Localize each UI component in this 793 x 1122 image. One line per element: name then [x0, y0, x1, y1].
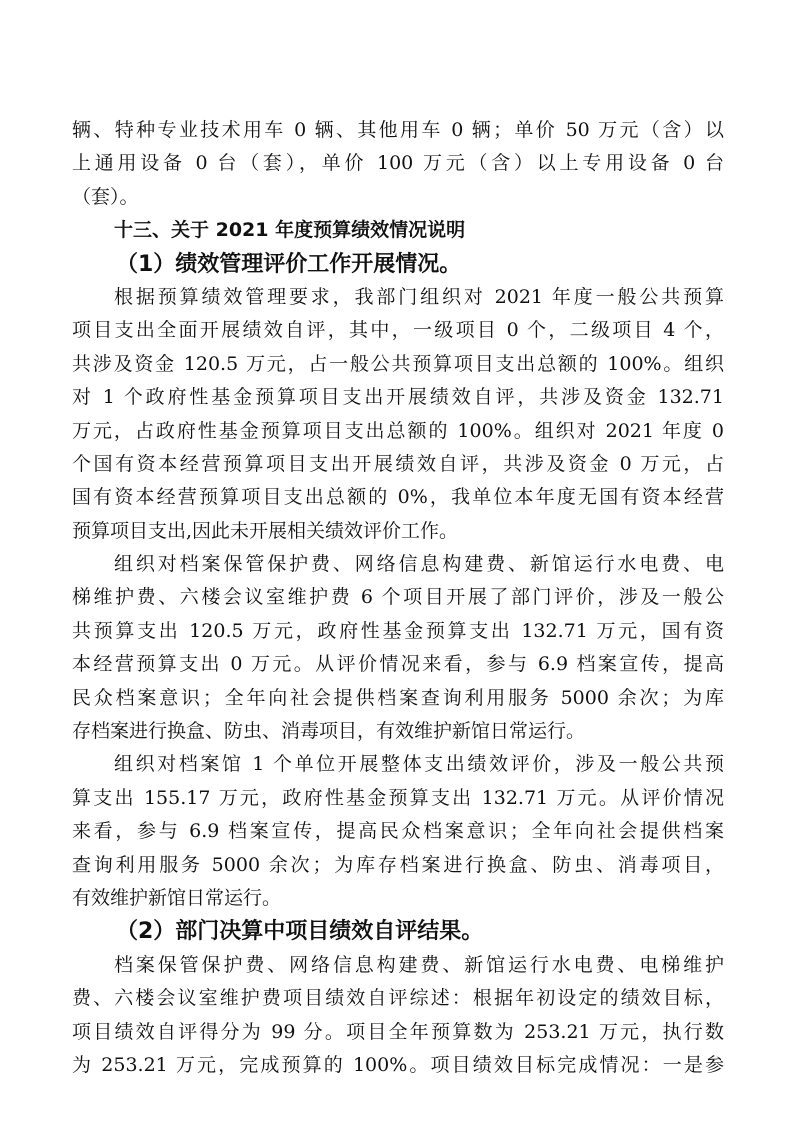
text-line: 本经营预算支出 0 万元。从评价情况来看，参与 6.9 档案宣传，提高: [72, 653, 724, 676]
paragraph: [72, 548, 724, 748]
subsection-heading: [72, 248, 724, 281]
text-line: 个国有资本经营预算项目支出开展绩效自评，共涉及资金 0 万元，占: [72, 452, 724, 475]
text-line: 对 1 个政府性基金预算项目支出开展绩效自评，共涉及资金 132.71: [72, 386, 724, 409]
text-line: 辆、特种专业技术用车 0 辆、其他用车 0 辆；单价 50 万元（含）以: [72, 119, 724, 141]
text-line: 组织对档案保管保护费、网络信息构建费、新馆运行水电费、电: [114, 553, 724, 576]
paragraph: [72, 114, 724, 214]
paragraph: [72, 949, 724, 1083]
text-line: （1）绩效管理评价工作开展情况。: [116, 251, 462, 277]
text-line: 民众档案意识；全年向社会提供档案查询利用服务 5000 余次；为库: [72, 686, 724, 709]
text-line: 项目支出全面开展绩效自评，其中，一级项目 0 个，二级项目 4 个，: [72, 319, 724, 342]
document-body: [72, 114, 724, 1082]
text-line: 存档案进行换盒、防虫、消毒项目，有效维护新馆日常运行。: [72, 720, 586, 743]
text-line: 万元，占政府性基金预算项目支出总额的 100%。组织对 2021 年度 0: [72, 419, 724, 442]
text-line: 档案保管保护费、网络信息构建费、新馆运行水电费、电梯维护: [114, 953, 724, 976]
text-line: 为 253.21 万元，完成预算的 100%。项目绩效目标完成情况：一是参: [72, 1053, 724, 1076]
text-line: 国有资本经营预算项目支出总额的 0%，我单位本年度无国有资本经营: [72, 486, 724, 509]
text-line: 十三、关于 2021 年度预算绩效情况说明: [114, 219, 466, 242]
text-line: 上通用设备 0 台（套），单价 100 万元（含）以上专用设备 0 台: [72, 152, 724, 175]
subsection-heading: [72, 915, 724, 948]
text-line: 梯维护费、六楼会议室维护费 6 个项目开展了部门评价，涉及一般公: [72, 586, 724, 609]
text-line: 项目绩效自评得分为 99 分。项目全年预算数为 253.21 万元，执行数: [72, 1020, 724, 1043]
text-line: 费、六楼会议室维护费项目绩效自评综述：根据年初设定的绩效目标，: [72, 987, 724, 1010]
text-line: 共涉及资金 120.5 万元，占一般公共预算项目支出总额的 100%。组织: [72, 352, 724, 375]
text-line: 有效维护新馆日常运行。: [72, 886, 282, 909]
text-line: 共预算支出 120.5 万元，政府性基金预算支出 132.71 万元，国有资: [72, 619, 724, 642]
paragraph: [72, 281, 724, 548]
text-line: 预算项目支出,因此未开展相关绩效评价工作。: [72, 519, 459, 542]
section-heading: [72, 214, 724, 247]
text-line: 算支出 155.17 万元，政府性基金预算支出 132.71 万元。从评价情况: [72, 786, 724, 809]
text-line: 根据预算绩效管理要求，我部门组织对 2021 年度一般公共预算: [114, 285, 724, 308]
text-line: 来看，参与 6.9 档案宣传，提高民众档案意识；全年向社会提供档案: [72, 820, 724, 843]
paragraph: [72, 748, 724, 915]
text-line: （套）。: [72, 185, 139, 208]
text-line: （2）部门决算中项目绩效自评结果。: [116, 919, 484, 945]
text-line: 查询利用服务 5000 余次；为库存档案进行换盒、防虫、消毒项目，: [72, 853, 724, 876]
text-line: 组织对档案馆 1 个单位开展整体支出绩效评价，涉及一般公共预: [114, 753, 724, 776]
